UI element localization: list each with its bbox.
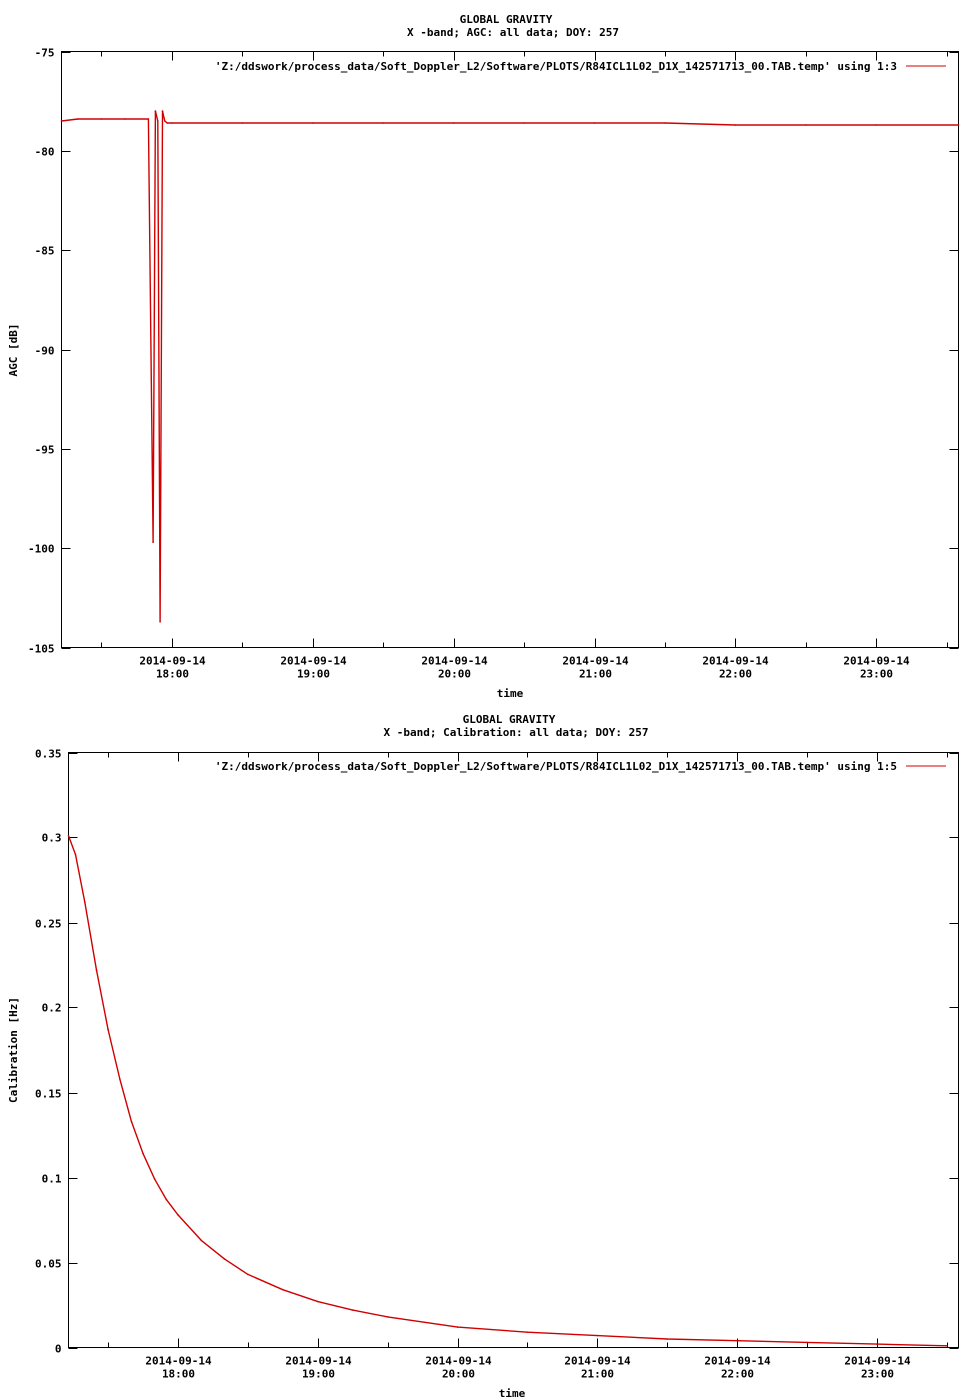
x-tick-time: 22:00 <box>720 1367 755 1381</box>
y-tick-label: -80 <box>34 145 55 159</box>
data-point <box>84 901 86 903</box>
x-tick-date: 2014-09-14 <box>280 654 347 668</box>
data-point <box>75 854 77 856</box>
x-tick-date: 2014-09-14 <box>564 1354 631 1368</box>
data-point <box>876 124 878 126</box>
data-point <box>958 124 960 126</box>
y-axis-label: AGC [dB] <box>7 323 20 377</box>
series-layer <box>61 110 960 622</box>
x-tick-date: 2014-09-14 <box>425 1354 492 1368</box>
data-point <box>177 1214 179 1216</box>
data-point <box>148 118 150 120</box>
data-point <box>876 1343 878 1345</box>
data-point <box>312 122 314 124</box>
x-tick-date: 2014-09-14 <box>843 654 910 668</box>
data-point <box>667 1338 669 1340</box>
y-tick-label: 0 <box>54 1342 62 1356</box>
data-point <box>735 124 737 126</box>
x-tick-time: 22:00 <box>718 667 753 681</box>
y-tick-label: -95 <box>34 443 55 457</box>
plot-frame <box>62 52 959 648</box>
series-line <box>69 836 947 1346</box>
y-axis <box>35 748 959 1356</box>
data-point <box>164 120 166 122</box>
data-point <box>805 124 807 126</box>
data-point <box>224 1258 226 1260</box>
data-point <box>242 122 244 124</box>
data-point <box>96 969 98 971</box>
x-axis <box>102 52 948 681</box>
x-tick-date: 2014-09-14 <box>562 654 629 668</box>
y-tick-label: -75 <box>34 46 55 60</box>
y-tick-label: 0.05 <box>35 1257 62 1271</box>
x-tick-date: 2014-09-14 <box>704 1354 771 1368</box>
x-tick-time: 19:00 <box>296 667 331 681</box>
x-tick-date: 2014-09-14 <box>139 654 206 668</box>
legend <box>215 60 946 73</box>
x-tick-time: 23:00 <box>860 1367 895 1381</box>
data-point <box>736 1340 738 1342</box>
x-tick-date: 2014-09-14 <box>421 654 488 668</box>
data-point <box>387 1316 389 1318</box>
x-tick-date: 2014-09-14 <box>702 654 769 668</box>
data-point <box>154 1178 156 1180</box>
x-tick-date: 2014-09-14 <box>844 1354 911 1368</box>
data-point <box>101 118 103 120</box>
data-point <box>664 122 666 124</box>
y-axis-label: Calibration [Hz] <box>7 997 20 1103</box>
x-tick-time: 21:00 <box>578 667 613 681</box>
data-point <box>806 1342 808 1344</box>
chart-title: GLOBAL GRAVITY <box>462 713 556 726</box>
x-tick-time: 18:00 <box>155 667 190 681</box>
data-point <box>201 1240 203 1242</box>
calibration-chart <box>0 700 980 1400</box>
data-point <box>171 122 173 124</box>
x-axis <box>109 753 948 1381</box>
data-point <box>594 122 596 124</box>
x-tick-date: 2014-09-14 <box>285 1354 352 1368</box>
x-tick-date: 2014-09-14 <box>145 1354 212 1368</box>
y-tick-label: -90 <box>34 344 55 358</box>
x-tick-time: 19:00 <box>301 1367 336 1381</box>
x-tick-time: 20:00 <box>441 1367 476 1381</box>
chart-subtitle: X -band; Calibration: all data; DOY: 257 <box>383 726 649 739</box>
chart-title: GLOBAL GRAVITY <box>459 13 553 26</box>
data-point <box>107 1029 109 1031</box>
y-tick-label: -100 <box>28 542 55 556</box>
y-tick-label: -105 <box>28 642 55 656</box>
x-axis-label: time <box>498 1387 526 1400</box>
y-tick-label: -85 <box>34 244 55 258</box>
data-point <box>946 1345 948 1347</box>
data-point <box>159 621 161 623</box>
data-point <box>352 1309 354 1311</box>
data-point <box>142 1153 144 1155</box>
y-tick-label: 0.3 <box>41 831 62 845</box>
y-axis <box>28 47 959 656</box>
data-point <box>523 122 525 124</box>
x-tick-time: 20:00 <box>437 667 472 681</box>
data-point <box>166 1199 168 1201</box>
data-point <box>119 1078 121 1080</box>
x-tick-time: 21:00 <box>580 1367 615 1381</box>
data-point <box>155 110 157 112</box>
data-point <box>131 1121 133 1123</box>
data-point <box>382 122 384 124</box>
legend-label: 'Z:/ddswork/process_data/Soft_Doppler_L2/Software/PLOTS/R84ICL1L02_D1X_142571713_00.TAB.temp' using 1:3 <box>214 60 897 73</box>
chart-subtitle: X -band; AGC: all data; DOY: 257 <box>407 26 619 39</box>
data-point <box>162 110 164 112</box>
data-point <box>457 1326 459 1328</box>
y-tick-label: 0.1 <box>41 1172 62 1186</box>
legend-label: 'Z:/ddswork/process_data/Soft_Doppler_L2/Software/PLOTS/R84ICL1L02_D1X_142571713_00.TAB.temp' using 1:5 <box>214 760 897 773</box>
data-point <box>282 1289 284 1291</box>
data-point <box>152 541 154 543</box>
data-point <box>597 1335 599 1337</box>
legend <box>215 760 946 773</box>
y-tick-label: 0.15 <box>35 1087 62 1101</box>
data-point <box>157 120 159 122</box>
y-tick-label: 0.2 <box>41 1001 62 1015</box>
data-point <box>61 120 63 122</box>
x-tick-time: 23:00 <box>859 667 894 681</box>
data-point <box>317 1301 319 1303</box>
data-point <box>247 1274 249 1276</box>
data-point <box>124 118 126 120</box>
data-point <box>453 122 455 124</box>
plot-frame <box>69 753 959 1348</box>
data-point <box>77 118 79 120</box>
series-layer <box>68 835 948 1347</box>
x-axis-label: time <box>496 687 524 700</box>
data-point <box>527 1331 529 1333</box>
series-line <box>62 111 959 622</box>
x-tick-time: 18:00 <box>161 1367 196 1381</box>
y-tick-label: 0.25 <box>35 917 62 931</box>
data-point <box>166 122 168 124</box>
y-tick-label: 0.35 <box>35 747 62 761</box>
data-point <box>68 835 70 837</box>
